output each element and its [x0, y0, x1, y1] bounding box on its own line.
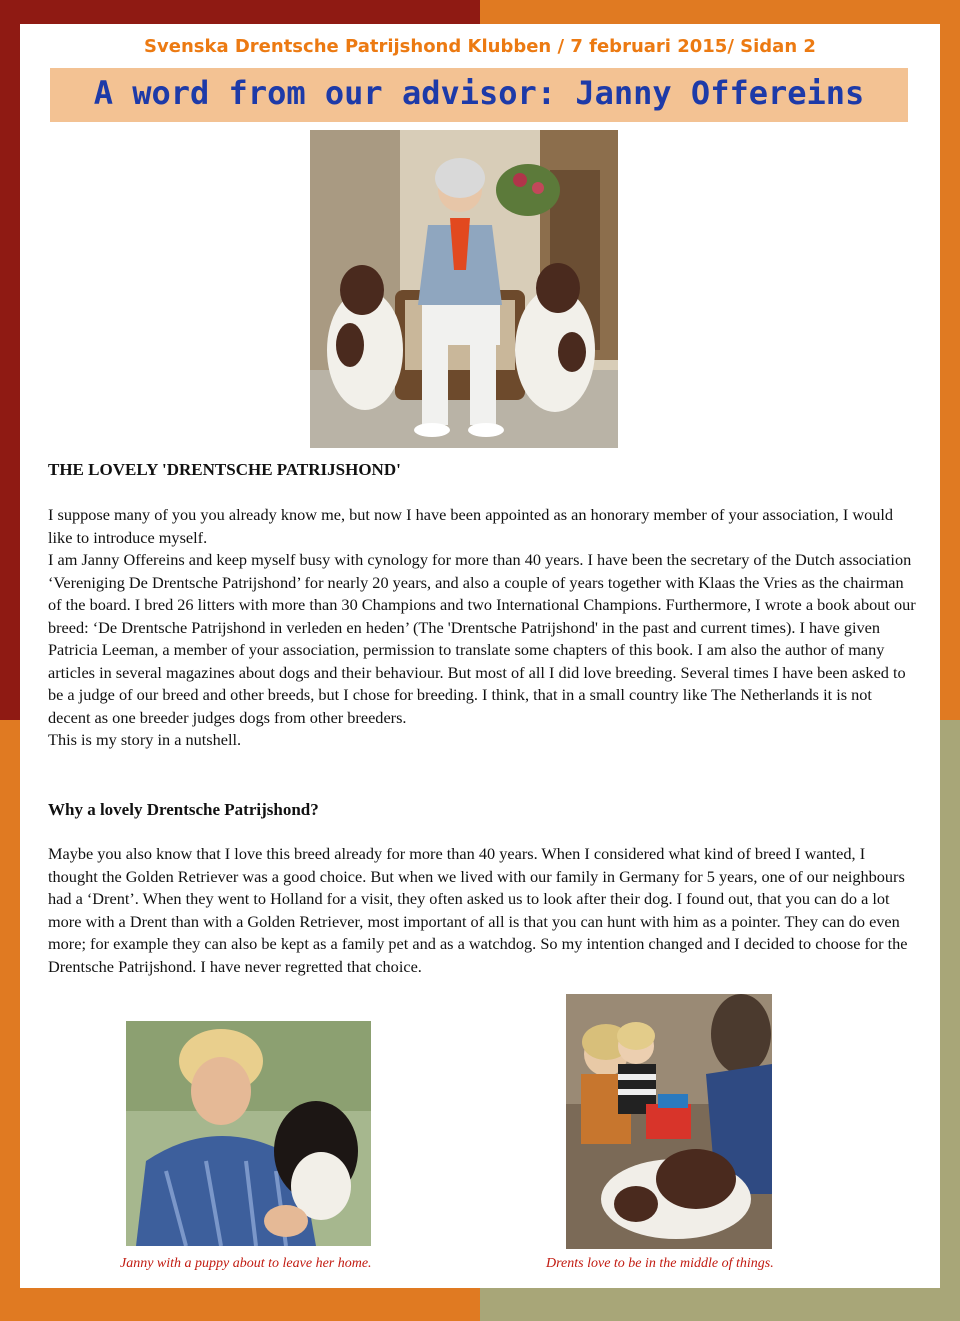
- section-heading-lovely: THE LOVELY 'DRENTSCHE PATRIJSHOND': [48, 460, 401, 479]
- paragraph-intro-2: I am Janny Offereins and keep myself busy with cynology for more than 40 years. I have been the secretary of the Dutch association ‘Vereniging De Drentsche Patrijshond’ for nearly 20 years, and also a couple of years together with Klaas the Vries as the chairman of the board. I bred 26 litters with more than 30 Champions and two International Champions. Furthermore, I wrote a book about our breed: ‘De Drentsche Patrijshond in verleden en heden’ (The 'Drentsche Patrijshond' in the past and current times). I have given Patricia Leeman, a member of your association, permission to translate some chapters of this book. I am also the author of many articles in several magazines about dogs and their behaviour. But most of all I did love breeding. Several times I have been asked to be a judge of our breed and other breeds, but I chose for breeding. I think, that in a small country like The Netherlands it is not decent as one breeder judges dogs from other breeders.: [48, 550, 916, 727]
- section-heading-why: Why a lovely Drentsche Patrijshond?: [48, 800, 319, 819]
- newsletter-header: Svenska Drentsche Patrijshond Klubben / 7 februari 2015/ Sidan 2: [144, 36, 816, 57]
- photo-advisor-with-dogs: [310, 130, 618, 448]
- title-band: [50, 68, 908, 122]
- photo-advisor-with-dogs-illustration: [310, 130, 618, 448]
- photo-drents-with-children: [566, 994, 772, 1249]
- photo-janny-with-puppy: [126, 1021, 371, 1246]
- page-sheet: [20, 24, 940, 1288]
- section-body-why: [48, 843, 918, 978]
- photo-janny-with-puppy-illustration: [126, 1021, 371, 1246]
- photo-drents-with-children-illustration: [566, 994, 772, 1249]
- caption-right-photo: Drents love to be in the middle of things.: [546, 1256, 774, 1271]
- paragraph-why: Maybe you also know that I love this breed already for more than 40 years. When I considered what kind of breed I wanted, I thought the Golden Retriever was a good choice. But when we lived with our family in Germany for 5 years, one of our neighbours had a ‘Drent’. When they went to Holland for a visit, they often asked us to look after their dog. I found out, that you can do a lot more with a Drent than with a Golden Retriever, most important of all is that you can hunt with him as a pointer. They can do even more; for example they can also be kept as a family pet and as a watchdog. So my intention changed and I decided to choose for the Drentsche Patrijshond. I have never regretted that choice.: [48, 844, 908, 976]
- paragraph-intro-1: I suppose many of you you already know me, but now I have been appointed as an honorary member of your association, I would like to introduce myself.: [48, 505, 894, 547]
- section-body-intro: [48, 504, 918, 752]
- caption-left-photo: Janny with a puppy about to leave her home.: [120, 1256, 372, 1271]
- paragraph-intro-3: This is my story in a nutshell.: [48, 730, 242, 749]
- page-title: A word from our advisor: Janny Offereins: [93, 74, 865, 112]
